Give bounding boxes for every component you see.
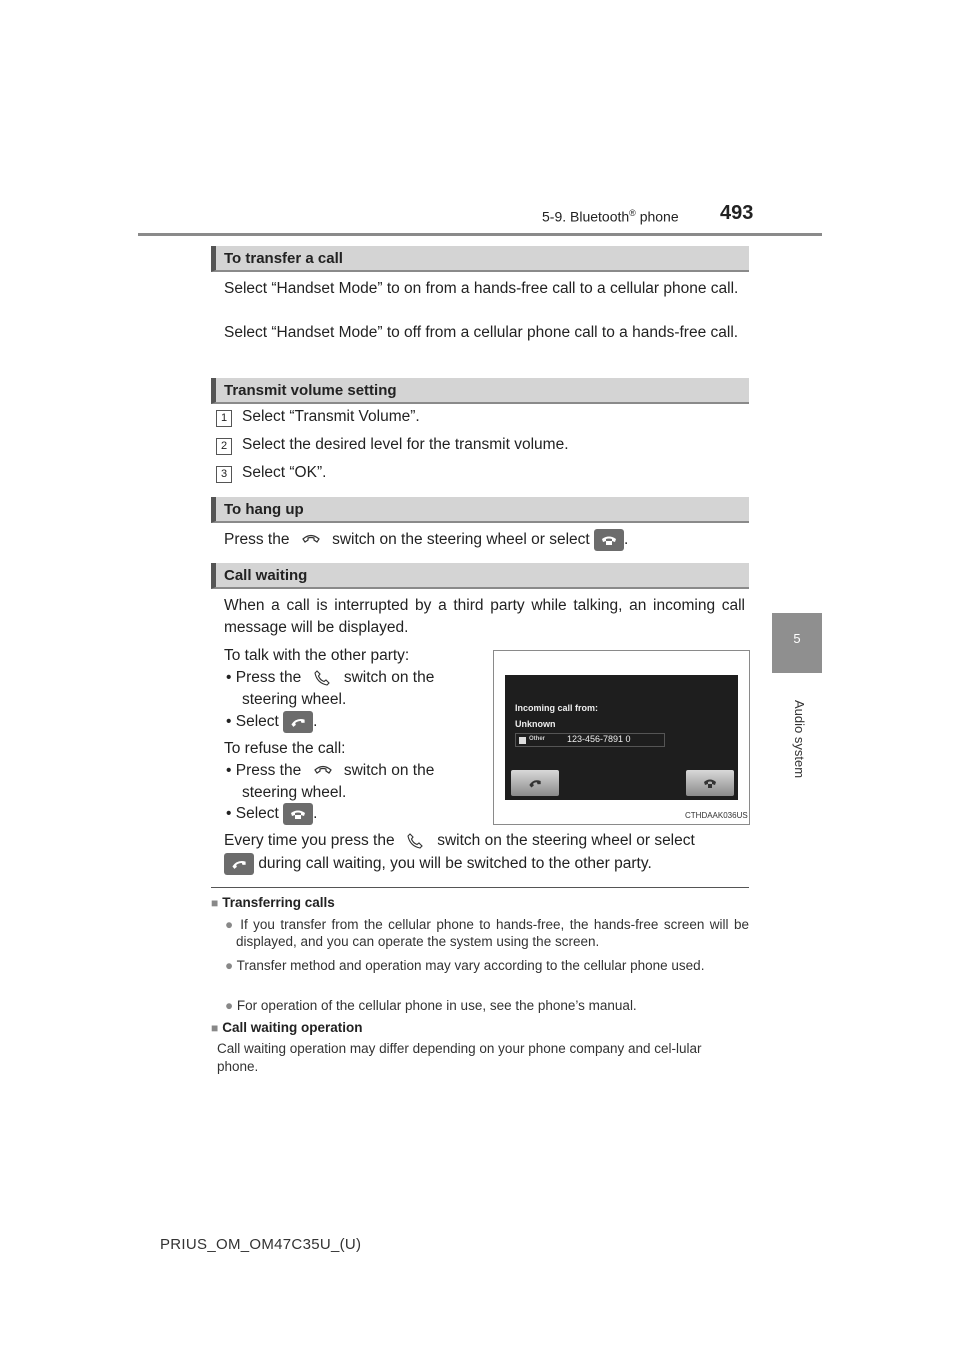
page-number: 493 <box>720 202 754 224</box>
talk-select: • Select . <box>226 711 466 733</box>
step-text: Select the desired level for the transmit volume. <box>242 436 569 453</box>
note-item: ● For operation of the cellular phone in use, see the phone’s manual. <box>225 998 637 1013</box>
talk-label: To talk with the other party: <box>224 647 410 664</box>
transfer-text-2: Select “Handset Mode” to off from a cellular phone call to a hands-free call. <box>224 324 739 341</box>
bullet-icon: ● <box>225 998 234 1013</box>
document-code: PRIUS_OM_OM47C35U_(U) <box>160 1236 362 1253</box>
note-heading-waiting: ■ Call waiting operation <box>211 1020 363 1035</box>
talk-switch-icon <box>399 831 433 851</box>
phone-type: Other <box>529 736 546 742</box>
caller-number: 123-456-7891 0 <box>567 734 631 744</box>
heading-transfer: To transfer a call <box>211 246 749 272</box>
section-title: 5-9. Bluetooth® phone <box>542 208 679 225</box>
note-item: ● Transfer method and operation may vary according to the cellular phone used. <box>225 958 705 973</box>
talk-switch-icon <box>306 668 340 688</box>
hang-up-switch-icon <box>294 530 328 550</box>
refuse-select: • Select . <box>226 803 466 825</box>
phone-type-icon <box>519 737 526 744</box>
step-number: 2 <box>216 438 232 455</box>
refuse-label: To refuse the call: <box>224 740 346 757</box>
note-heading-transferring: ■ Transferring calls <box>211 895 335 910</box>
bullet-icon: ● <box>225 917 235 932</box>
step-text: Select “Transmit Volume”. <box>242 408 420 425</box>
note-item: ● If you transfer from the cellular phone to hands-free, the hands-free screen will be displayed, and you can operate the system using the screen. <box>225 917 749 949</box>
heading-hangup: To hang up <box>211 497 749 523</box>
every-time-line1: Every time you press the switch on the steering wheel or select <box>224 832 695 849</box>
transfer-text-1: Select “Handset Mode” to on from a hands-free call to a cellular phone call. <box>224 280 739 297</box>
note-waiting-text: Call waiting operation may differ depending on your phone company and cel-lular phone. <box>217 1041 702 1074</box>
heading-call-waiting: Call waiting <box>211 563 749 589</box>
answer-button[interactable] <box>511 770 559 796</box>
refuse-press-cont: steering wheel. <box>242 784 347 801</box>
incoming-call-title: Incoming call from: <box>515 703 599 713</box>
bullet-icon: ● <box>225 958 234 973</box>
step-text: Select “OK”. <box>242 464 327 481</box>
notes-rule <box>211 887 749 888</box>
hang-up-icon <box>594 529 624 551</box>
call-waiting-intro: When a call is interrupted by a third party while talking, an incoming call message will be displayed. <box>224 597 745 636</box>
step-number: 1 <box>216 410 232 427</box>
hang-up-switch-icon <box>306 761 340 781</box>
chapter-number: 5 <box>793 631 801 646</box>
talk-press-cont: steering wheel. <box>242 691 347 708</box>
heading-transmit: Transmit volume setting <box>211 378 749 404</box>
incoming-call-screen <box>505 675 738 800</box>
refuse-press: • Press the switch on the <box>226 762 435 779</box>
decline-button[interactable] <box>686 770 734 796</box>
pick-up-icon <box>283 711 313 733</box>
chapter-label: Audio system <box>792 700 807 779</box>
header-rule <box>138 233 822 236</box>
hang-up-icon <box>283 803 313 825</box>
every-time-line2: during call waiting, you will be switched to the other party. <box>224 853 745 875</box>
caller-name: Unknown <box>515 719 556 729</box>
hangup-text: Press the switch on the steering wheel or select . <box>224 529 745 551</box>
talk-press: • Press the switch on the <box>226 669 435 686</box>
illustration-code: CTHDAAK036US <box>685 811 748 820</box>
pick-up-icon <box>224 853 254 875</box>
step-number: 3 <box>216 466 232 483</box>
